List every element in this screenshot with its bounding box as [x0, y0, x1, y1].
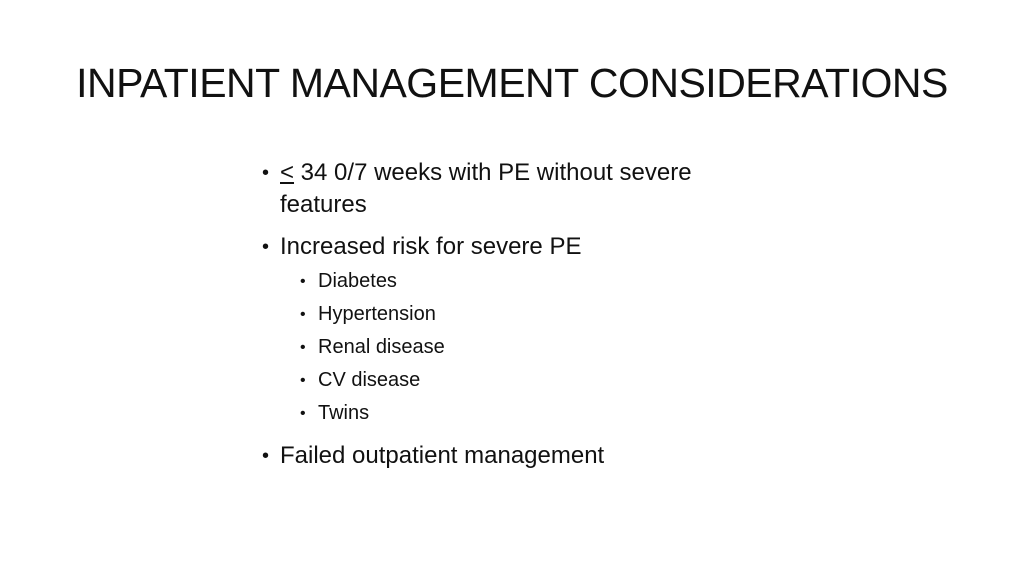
bullet-item-increased-risk: [262, 231, 702, 263]
sub-bullet-text: Diabetes: [318, 270, 397, 292]
sub-bullet-item: [262, 397, 702, 430]
sub-bullet-text: Renal disease: [318, 336, 445, 358]
sub-bullet-item: [262, 331, 702, 364]
bullet-icon: •: [262, 236, 270, 258]
sub-bullet-item: [262, 265, 702, 298]
less-than-or-equal-symbol: <: [280, 159, 295, 186]
bullet-icon: •: [262, 162, 270, 184]
sub-bullet-icon: •: [300, 339, 306, 356]
sub-bullet-text: CV disease: [318, 369, 421, 391]
bullet-text: Increased risk for severe PE: [280, 233, 582, 260]
bullet-text: Failed outpatient management: [280, 442, 605, 469]
bullet-icon: •: [262, 445, 270, 467]
sub-bullet-text: Hypertension: [318, 303, 436, 325]
sub-bullet-item: [262, 298, 702, 331]
sub-bullet-item: [262, 364, 702, 397]
bullet-text: 34 0/7 weeks with PE without severe features: [280, 159, 692, 218]
sub-bullet-icon: •: [300, 372, 306, 389]
slide-title: INPATIENT MANAGEMENT CONSIDERATIONS: [76, 60, 948, 106]
bullet-item-failed-outpatient: [262, 440, 702, 472]
bullet-item-gestational-age: [262, 157, 702, 221]
sub-bullet-text: Twins: [318, 402, 370, 424]
sub-bullet-icon: •: [300, 273, 306, 290]
bullet-list: [262, 157, 702, 482]
sub-bullet-list: [262, 265, 702, 430]
sub-bullet-icon: •: [300, 405, 306, 422]
sub-bullet-icon: •: [300, 306, 306, 323]
